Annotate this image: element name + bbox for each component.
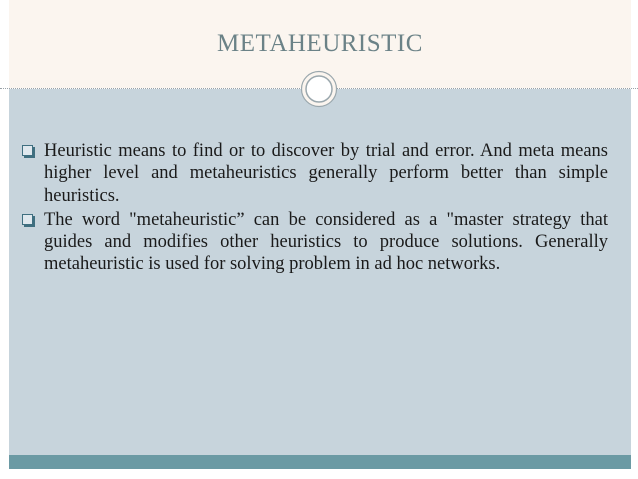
bullet-text: Heuristic means to find or to discover by trial and error. And meta means higher level and metaheuristics generally perform better than simple heuristics. bbox=[44, 141, 608, 206]
list-item bbox=[22, 140, 608, 207]
slide-title: METAHEURISTIC bbox=[217, 30, 423, 57]
list-item bbox=[22, 209, 608, 276]
square-bullet-icon bbox=[22, 214, 33, 225]
bullet-list bbox=[22, 140, 608, 278]
double-circle-ornament-icon bbox=[300, 70, 338, 108]
footer-bar bbox=[9, 455, 631, 469]
square-bullet-icon bbox=[22, 145, 33, 156]
bullet-text: The word "metaheuristic” can be considered as a "master strategy that guides and modifies other heuristics to produce solutions. Generally metaheuristic is used for solving problem in ad hoc networks. bbox=[44, 209, 608, 275]
